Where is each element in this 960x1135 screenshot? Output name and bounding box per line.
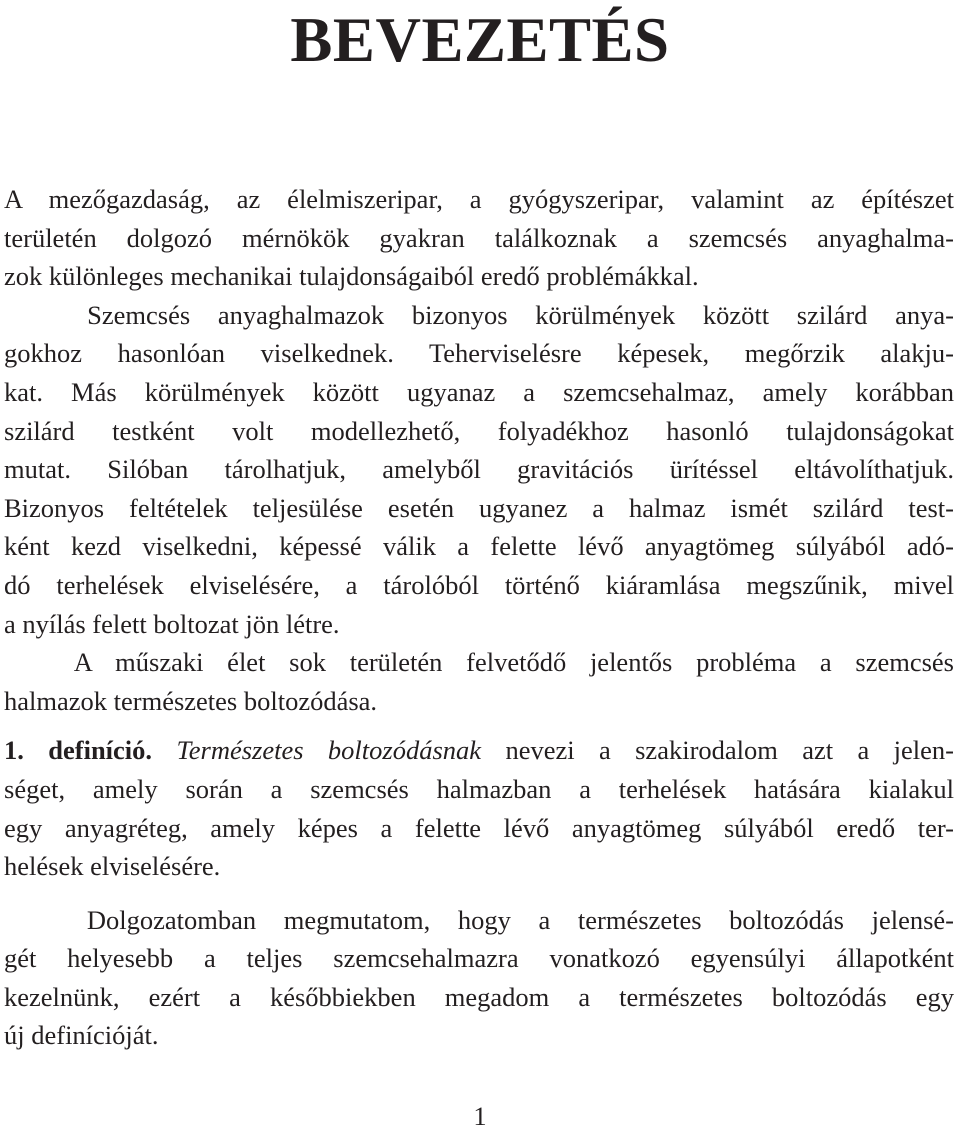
- definition-term: Természetes boltozódásnak: [176, 735, 482, 766]
- text-line: területén dolgozó mérnökök gyakran találkoznak a szemcsés anyaghalma-: [4, 222, 954, 253]
- text-line: új definícióját.: [4, 1020, 159, 1051]
- text-line: kat. Más körülmények között ugyanaz a szemcsehalmaz, amely korábban: [4, 376, 954, 407]
- text-line: Szemcsés anyaghalmazok bizonyos körülmények között szilárd anya-: [4, 299, 954, 330]
- page-number: 1: [473, 1101, 487, 1131]
- definition-text: nevezi a szakirodalom azt a jelen-: [505, 735, 954, 766]
- text-line: Dolgozatomban megmutatom, hogy a természetes boltozódás jelensé-: [4, 904, 954, 935]
- text-line: egy anyagréteg, amely képes a felette lévő anyagtömeg súlyából eredő ter-: [4, 812, 954, 843]
- body-text: [4, 180, 954, 1055]
- text-line: a nyílás felett boltozat jön létre.: [4, 608, 340, 639]
- text-line: ként kezd viselkedni, képessé válik a felette lévő anyagtömeg súlyából adó-: [4, 531, 954, 562]
- text-line: dó terhelések elviselésére, a tárolóból történő kiáramlása megszűnik, mivel: [4, 569, 954, 600]
- text-line: A mezőgazdaság, az élelmiszeripar, a gyógyszeripar, valamint az építészet: [4, 184, 954, 214]
- text-line: gét helyesebb a teljes szemcsehalmazra vonatkozó egyensúlyi állapotként: [4, 943, 954, 974]
- definition-first-line: [4, 731, 954, 770]
- text-line: zok különleges mechanikai tulajdonságaiból eredő problémákkal.: [4, 261, 699, 292]
- spacer: [4, 720, 954, 731]
- spacer: [4, 886, 954, 901]
- text-line: séget, amely során a szemcsés halmazban a terhelések hatására kialakul: [4, 773, 954, 804]
- text-line: kezelnünk, ezért a későbbiekben megadom a természetes boltozódás egy: [4, 981, 954, 1012]
- text-line: gokhoz hasonlóan viselkednek. Teherviselésre képesek, megőrzik alakju-: [4, 338, 954, 369]
- text-line: szilárd testként volt modellezhető, folyadékhoz hasonló tulajdonságokat: [4, 415, 954, 446]
- definition-label: 1. definíció.: [4, 735, 153, 766]
- text-line: Bizonyos feltételek teljesülése esetén ugyanez a halmaz ismét szilárd test-: [4, 492, 954, 523]
- text-line: halmazok természetes boltozódása.: [4, 685, 378, 716]
- text-line: A műszaki élet sok területén felvetődő jelentős probléma a szemcsés: [4, 647, 954, 678]
- text-line: mutat. Silóban tárolhatjuk, amelyből gravitációs ürítéssel eltávolíthatjuk.: [4, 454, 954, 485]
- text-line: helések elviselésére.: [4, 851, 221, 882]
- chapter-title: BEVEZETÉS: [290, 5, 670, 75]
